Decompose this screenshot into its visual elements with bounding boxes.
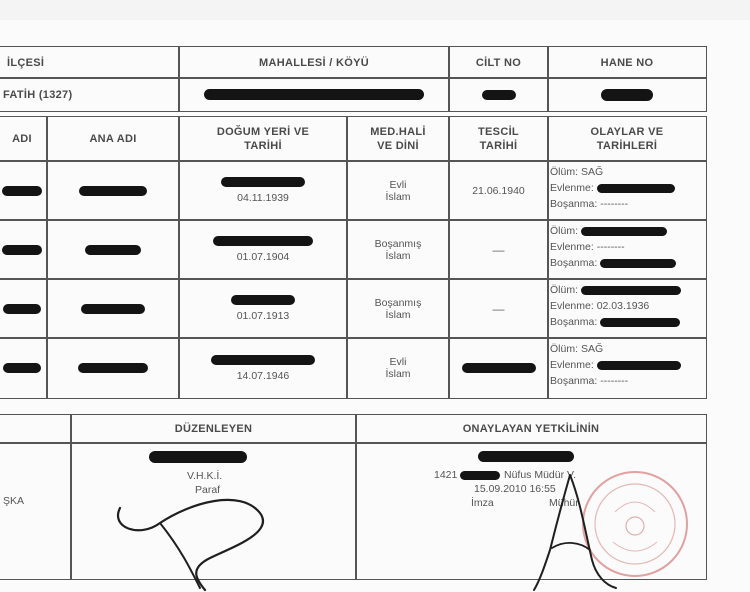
redaction-bar	[2, 245, 42, 255]
olum-line	[550, 282, 706, 298]
olum-value: SAĞ	[580, 343, 604, 355]
bosanma-line	[550, 196, 706, 212]
redaction-bar	[78, 363, 148, 373]
tescil-date: —	[492, 242, 505, 257]
redaction-bar	[149, 451, 247, 463]
bosanma-line	[550, 373, 706, 389]
marital-status: Evli	[389, 356, 407, 368]
row3-adi	[0, 278, 48, 339]
header-olaylar: OLAYLAR VE TARİHLERİ	[547, 116, 707, 162]
row1-dogum	[178, 160, 348, 221]
religion: İslam	[385, 190, 411, 203]
row1-tescil	[448, 160, 549, 221]
cilt-no-value	[448, 77, 549, 112]
bosanma-value: --------	[600, 375, 629, 387]
paper-top-edge	[0, 0, 750, 20]
bosanma-label: Boşanma:	[550, 316, 598, 328]
birth-date: 14.07.1946	[236, 369, 290, 382]
redaction-bar	[85, 245, 141, 255]
row4-ana-adi	[46, 337, 180, 399]
evlenme-line	[550, 357, 706, 373]
duzenleyen-cell	[70, 442, 357, 580]
row3-ana-adi	[46, 278, 180, 339]
row3-medeni	[346, 278, 450, 339]
approval-datetime: 15.09.2010 16:55	[474, 483, 556, 495]
redaction-bar	[213, 236, 313, 246]
footer-left-header	[0, 414, 72, 444]
marital-status: Boşanmış	[374, 296, 422, 309]
redaction-bar	[231, 295, 295, 305]
religion: İslam	[385, 368, 411, 380]
redaction-bar	[601, 89, 653, 101]
redaction-bar	[597, 361, 681, 370]
header-medeni: MED.HALİ VE DİNİ	[346, 116, 450, 162]
redaction-bar	[2, 186, 42, 196]
paraf-label: Paraf	[195, 484, 221, 496]
redaction-bar	[597, 184, 675, 193]
row1-adi	[0, 160, 48, 221]
tescil-date: 21.06.1940	[472, 184, 525, 197]
row4-tescil	[448, 337, 549, 399]
official-code: 1421	[434, 469, 458, 481]
redaction-bar	[79, 186, 147, 196]
bosanma-label: Boşanma:	[550, 198, 598, 210]
row4-adi	[0, 337, 48, 399]
header-dogum: DOĞUM YERİ VE TARİHİ	[178, 116, 348, 162]
redaction-bar	[462, 363, 536, 373]
ilce-value: FATİH (1327)	[0, 77, 180, 112]
olum-line	[550, 164, 706, 180]
row4-dogum	[178, 337, 348, 399]
religion: İslam	[385, 249, 411, 262]
row4-olaylar	[547, 337, 707, 399]
evlenme-value: 02.03.1936	[596, 300, 650, 312]
olum-line	[550, 223, 706, 239]
marital-status: Boşanmış	[374, 237, 422, 250]
row3-dogum	[178, 278, 348, 339]
bosanma-line	[550, 255, 706, 271]
redaction-bar	[581, 227, 667, 236]
header-ilcesi: İLÇESİ	[0, 46, 180, 79]
header-ana-adi: ANA ADI	[46, 116, 180, 162]
muhur-label: Mühür	[549, 497, 579, 509]
footer-left-text: ŞKA	[3, 495, 25, 507]
evlenme-label: Evlenme:	[550, 300, 594, 312]
row3-olaylar	[547, 278, 707, 339]
onaylayan-cell	[355, 442, 707, 580]
evlenme-label: Evlenme:	[550, 359, 594, 371]
birth-date: 01.07.1913	[236, 310, 290, 322]
evlenme-line	[550, 239, 706, 255]
imza-label: İmza	[471, 497, 494, 509]
redaction-bar	[581, 286, 681, 295]
row2-tescil	[448, 219, 549, 280]
row2-adi	[0, 219, 48, 280]
row3-tescil	[448, 278, 549, 339]
olum-value: SAĞ	[580, 166, 604, 178]
redaction-bar	[600, 259, 676, 268]
olum-line	[550, 341, 706, 357]
header-mahallesi: MAHALLESİ / KÖYÜ	[178, 46, 450, 79]
header-onaylayan: ONAYLAYAN YETKİLİNİN	[355, 414, 707, 444]
evlenme-line	[550, 298, 706, 314]
olum-label: Ölüm:	[550, 166, 579, 178]
redaction-bar	[204, 89, 424, 100]
row2-olaylar	[547, 219, 707, 280]
row1-ana-adi	[46, 160, 180, 221]
tescil-date: —	[492, 301, 505, 316]
redaction-bar	[81, 304, 145, 314]
header-duzenleyen: DÜZENLEYEN	[70, 414, 357, 444]
evlenme-value: --------	[596, 241, 625, 253]
hane-no-value	[547, 77, 707, 112]
olum-label: Ölüm:	[550, 225, 579, 237]
redaction-bar	[600, 318, 680, 327]
marital-status: Evli	[389, 178, 407, 191]
row4-medeni	[346, 337, 450, 399]
redaction-bar	[3, 304, 41, 314]
header-cilt-no: CİLT NO	[448, 46, 549, 79]
row1-medeni	[346, 160, 450, 221]
header-tescil: TESCİL TARİHİ	[448, 116, 549, 162]
row2-ana-adi	[46, 219, 180, 280]
olum-label: Ölüm:	[550, 343, 579, 355]
header-adi: ADI	[0, 116, 48, 162]
evlenme-label: Evlenme:	[550, 182, 594, 194]
bosanma-label: Boşanma:	[550, 257, 598, 269]
olum-label: Ölüm:	[550, 284, 579, 296]
birth-date: 04.11.1939	[237, 192, 289, 204]
redaction-bar	[211, 355, 315, 365]
row2-medeni	[346, 219, 450, 280]
evlenme-line	[550, 180, 706, 196]
redaction-bar	[482, 90, 516, 100]
footer-left-cell	[0, 442, 72, 580]
header-hane-no: HANE NO	[547, 46, 707, 79]
row2-dogum	[178, 219, 348, 280]
nufus-mudur-label: Nüfus Müdür V.	[504, 469, 576, 481]
evlenme-label: Evlenme:	[550, 241, 594, 253]
religion: İslam	[385, 308, 411, 321]
bosanma-label: Boşanma:	[550, 375, 598, 387]
bosanma-value: --------	[600, 198, 629, 210]
birth-date: 01.07.1904	[236, 251, 290, 263]
redaction-bar	[3, 363, 41, 373]
redaction-bar	[460, 471, 500, 480]
mahalle-value	[178, 77, 450, 112]
redaction-bar	[221, 177, 305, 187]
bosanma-line	[550, 314, 706, 330]
vhki-label: V.H.K.İ.	[187, 470, 223, 482]
redaction-bar	[478, 451, 574, 462]
row1-olaylar	[547, 160, 707, 221]
